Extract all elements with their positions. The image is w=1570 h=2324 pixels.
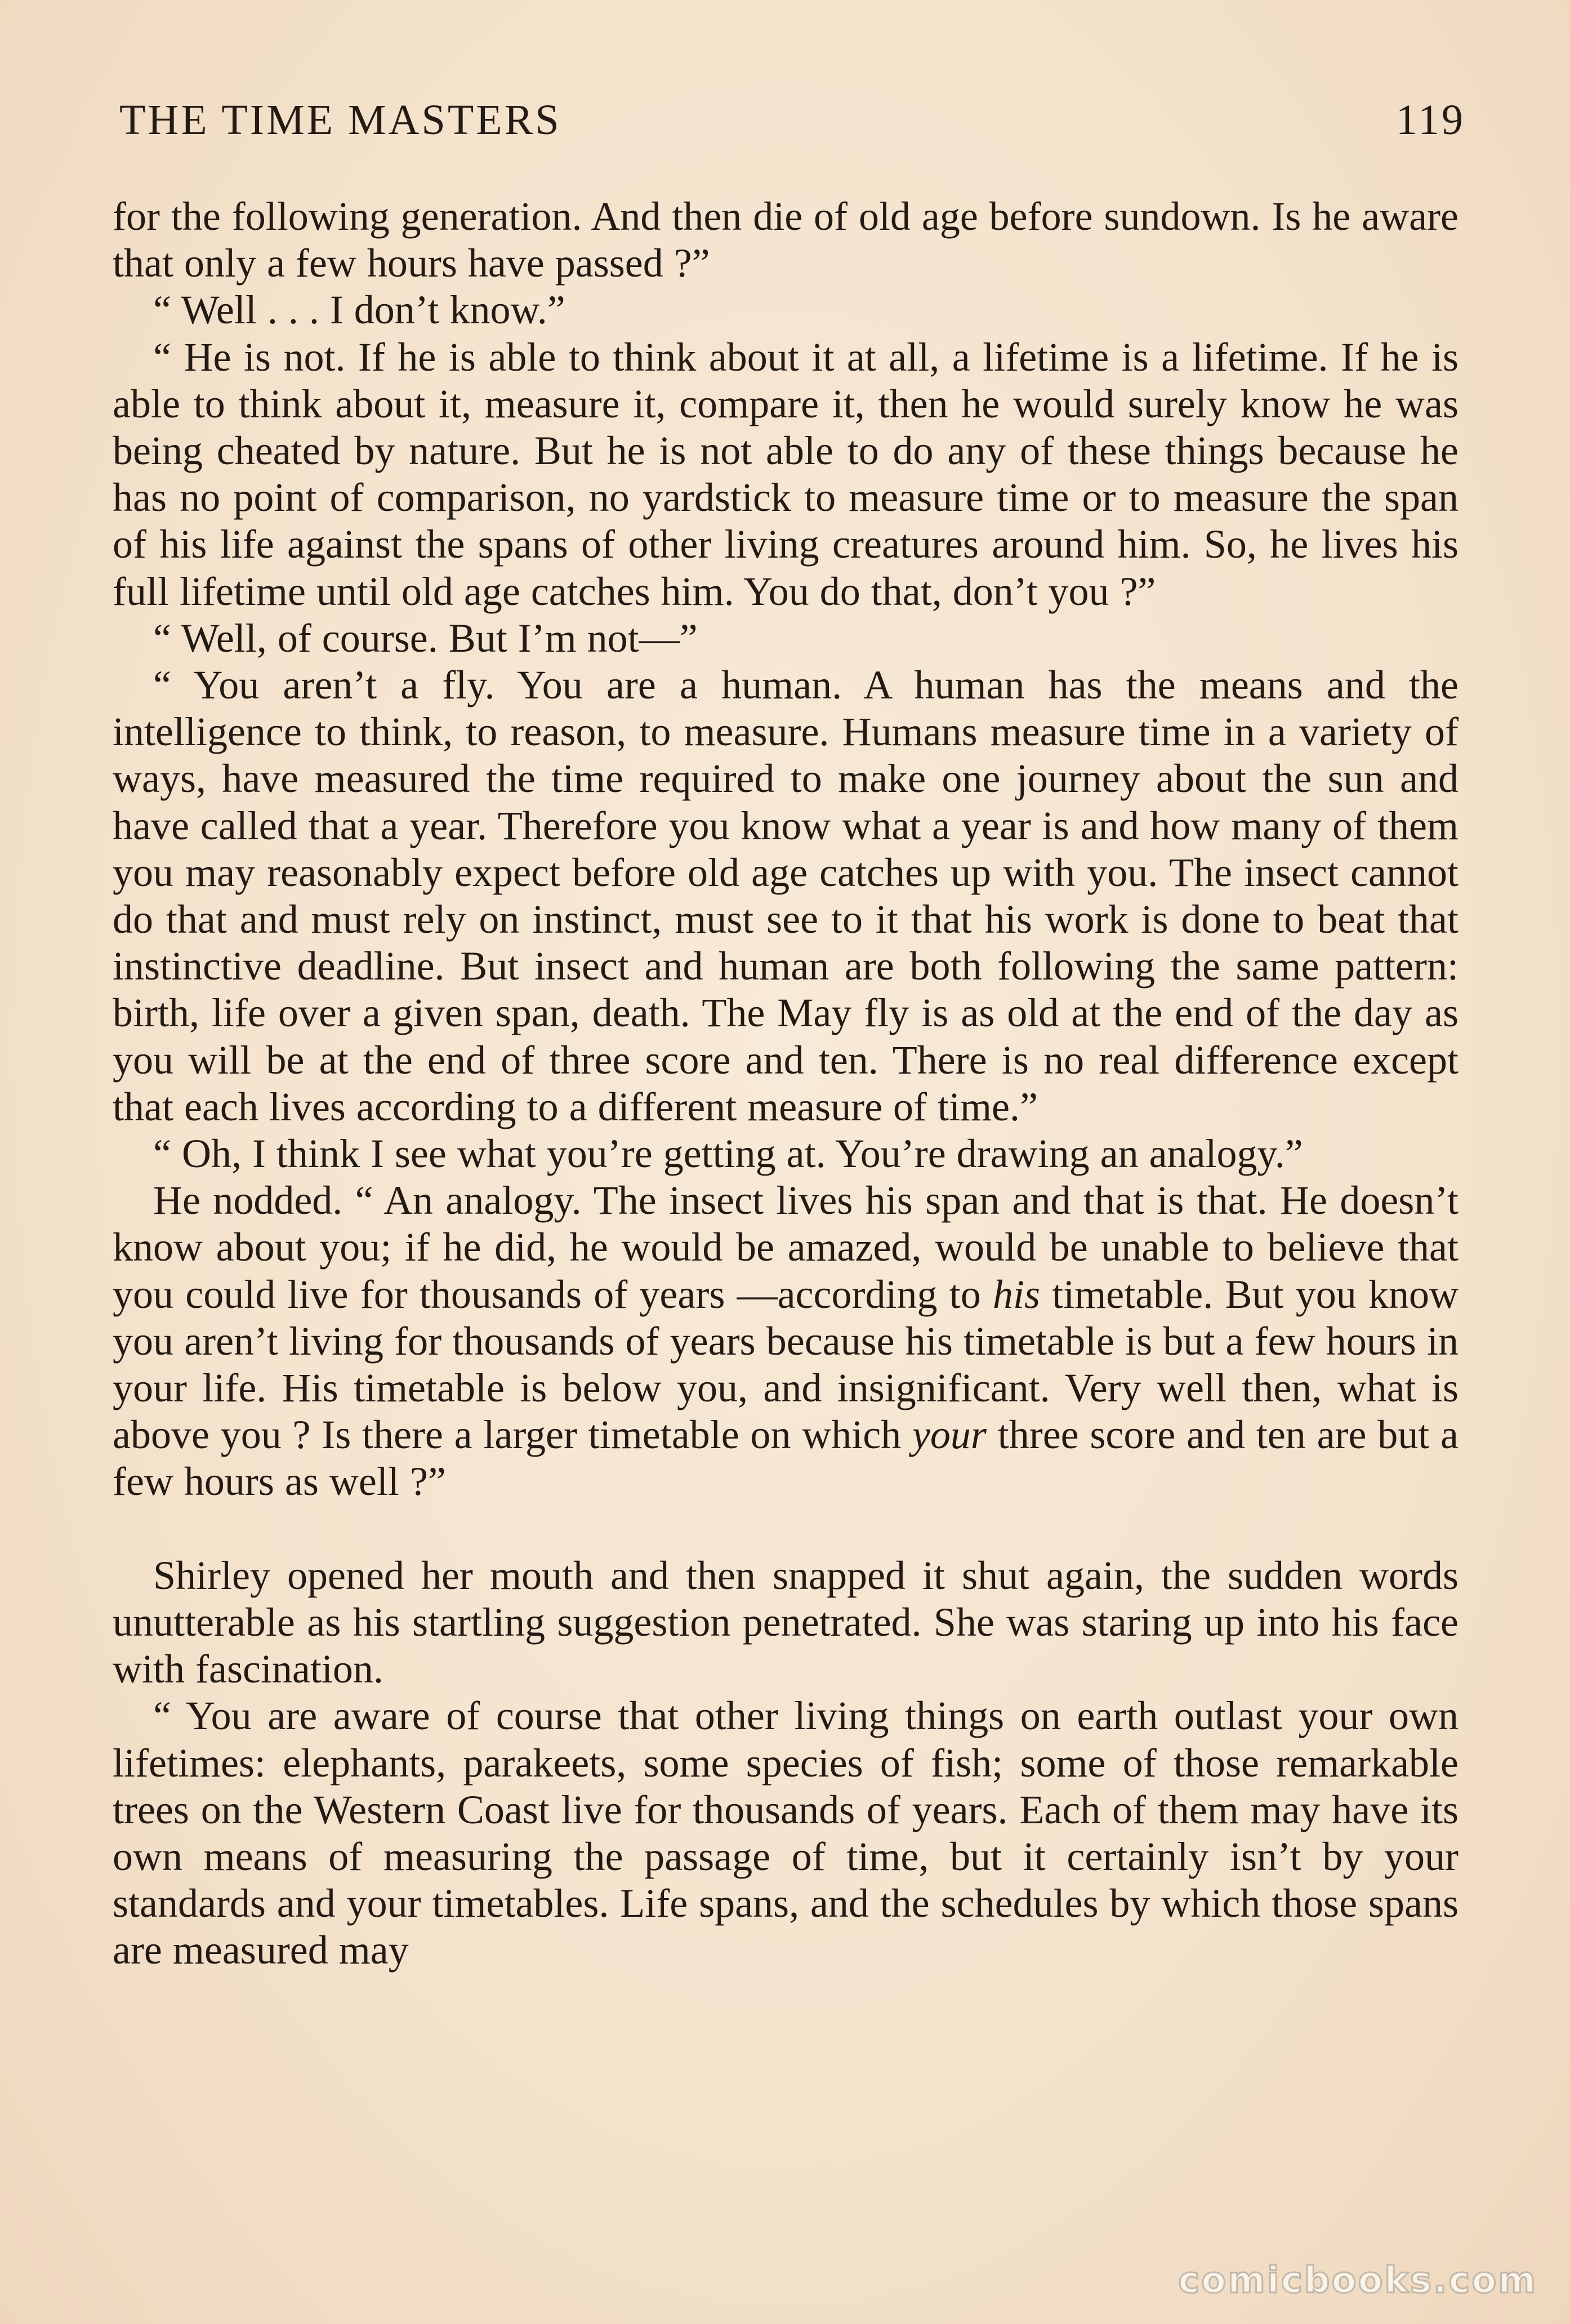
text-run: three score and ten are but a few hours as well ?” <box>113 1412 1459 1504</box>
italic-text: your <box>912 1412 987 1458</box>
paragraph <box>113 287 1459 333</box>
text-run: timetable. But you know you aren’t living for thousands of years because his timetable is but a few hours in your life. His timetable is below you, and insignificant. Very well then, what is above you ? Is there a larger timetable on which <box>113 1271 1459 1458</box>
text-run: “ Well . . . I don’t know.” <box>153 287 565 333</box>
text-run: He nodded. “ An analogy. The insect lives his span and that is that. He doesn’t know about you; if he did, he would be amazed, would be unable to believe that you could live for thousands of years —according to <box>113 1178 1459 1317</box>
page-number: 119 <box>1395 96 1465 144</box>
text-run: Shirley opened her mouth and then snapped it shut again, the sudden words unutterable as his startling suggestion penetrated. She was staring up into his face with fascination. <box>113 1552 1459 1692</box>
running-head <box>119 96 1465 152</box>
watermark-logo: comicbooks.com <box>1178 2260 1537 2301</box>
paragraph <box>113 1552 1459 1693</box>
paragraph <box>113 662 1459 1130</box>
paragraph <box>113 1177 1459 1505</box>
paragraph <box>113 1130 1459 1177</box>
paragraph <box>113 615 1459 662</box>
paragraph <box>113 1693 1459 1974</box>
italic-text: his <box>993 1271 1041 1317</box>
body-text <box>113 193 1459 1974</box>
text-run: “ Oh, I think I see what you’re getting at. You’re drawing an analogy.” <box>153 1131 1303 1177</box>
text-run: “ Well, of course. But I’m not—” <box>153 615 698 661</box>
text-run: “ You are aware of course that other living things on earth outlast your own lifetimes: elephants, parakeets, some species of fish; some of those remarkable trees on the Western Coast live for thousands of years. Each of them may have its own means of measuring the passage of time, but it certainly isn’t by your standards and your timetables. Life spans, and the schedules by which those spans are measured may <box>113 1693 1459 1973</box>
text-run: “ You aren’t a fly. You are a human. A human has the means and the intelligence to think, to reason, to measure. Humans measure time in a variety of ways, have measured the time required to make one journey about the sun and have called that a year. Therefore you know what a year is and how many of them you may reasonably expect before old age catches up with you. The insect cannot do that and must rely on instinct, must see to it that his work is done to beat that instinctive deadline. But insect and human are both following the same pattern: birth, life over a given span, death. The May fly is as old at the end of the day as you will be at the end of three score and ten. There is no real difference except that each lives according to a different measure of time.” <box>113 662 1459 1129</box>
paragraph <box>113 334 1459 615</box>
running-title: THE TIME MASTERS <box>119 96 561 144</box>
paragraph <box>113 193 1459 287</box>
text-run: “ He is not. If he is able to think about it at all, a lifetime is a lifetime. If he is able to think about it, measure it, compare it, then he would surely know he was being cheated by nature. But he is not able to do any of these things because he has no point of comparison, no yardstick to measure time or to measure the span of his life against the spans of other living creatures around him. So, he lives his full lifetime until old age catches him. You do that, don’t you ?” <box>113 334 1459 614</box>
text-run: for the following generation. And then die of old age before sundown. Is he aware that only a few hours have passed ?” <box>113 194 1459 286</box>
